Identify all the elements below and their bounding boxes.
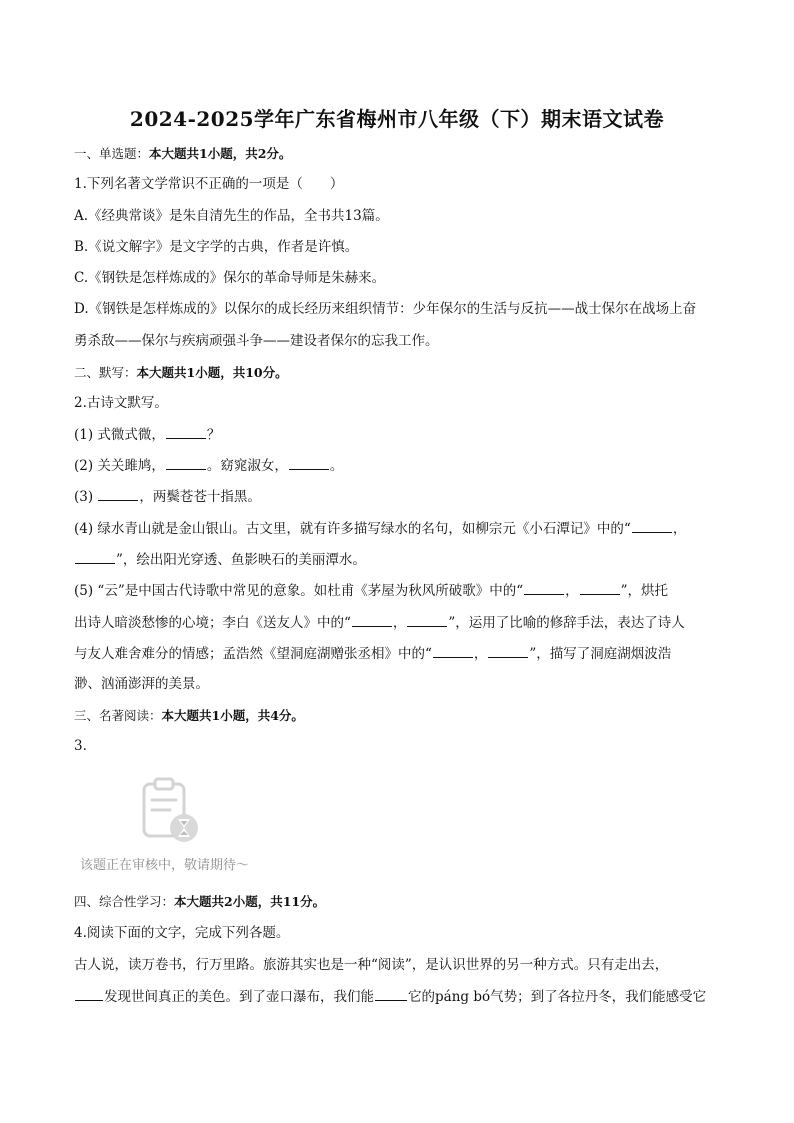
section-heading-comprehensive-learning (74, 892, 724, 912)
section-name: 一、单选题： (74, 146, 150, 161)
text-segment: ，两鬓苍苍十指黑。 (139, 489, 261, 505)
section-name: 四、综合性学习： (74, 894, 175, 909)
answer-blank[interactable] (375, 986, 407, 1001)
text-segment: 。 (329, 458, 344, 474)
text-segment: ”，运用了比喻的修辞手法，表达了诗人 (448, 615, 685, 631)
section-heading-dictation (74, 363, 724, 383)
answer-blank[interactable] (166, 455, 206, 470)
question-2-part-5-line3 (74, 643, 724, 664)
answer-blank[interactable] (75, 986, 103, 1001)
text-segment: ”，绘出阳光穿透、鱼影映石的美丽潭水。 (116, 552, 366, 568)
section-heading-single-choice (74, 144, 724, 164)
question-1-option-a: A.《经典常谈》是朱自清先生的作品，全书共13篇。 (74, 208, 389, 224)
question-2-stem: 2.古诗文默写。 (74, 395, 168, 411)
question-2-part-4-line2 (74, 549, 724, 570)
page-title: 2024-2025学年广东省梅州市八年级（下）期末语文试卷 (129, 107, 665, 131)
answer-blank[interactable] (98, 486, 138, 501)
question-2-part-3 (74, 486, 724, 507)
pending-review-text: 该题正在审核中，敬请期待～ (80, 858, 250, 873)
text-segment: 它的páng bó气势；到了各拉丹冬，我们能感受它 (408, 989, 707, 1005)
text-segment: (4) 绿水青山就是金山银山。古文里，就有许多描写绿水的名句，如柳宗元《小石潭记》中的“ (74, 521, 631, 537)
answer-blank[interactable] (632, 518, 672, 533)
question-1-option-c: C.《钢铁是怎样炼成的》保尔的革命导师是朱赫来。 (74, 270, 386, 286)
question-1-option-b: B.《说文解字》是文字学的古典，作者是许慎。 (74, 239, 359, 255)
section-desc: 本大题共1小题，共4分。 (161, 708, 304, 723)
section-desc: 本大题共2小题，共11分。 (174, 894, 326, 909)
question-2-part-1 (74, 424, 724, 445)
text-segment: ， (672, 521, 687, 537)
section-desc: 本大题共1小题，共2分。 (149, 146, 292, 161)
text-segment: (2) 关关雎鸠， (74, 458, 165, 474)
text-segment: ， (473, 646, 488, 662)
text-segment: 与友人难舍难分的情感；孟浩然《望洞庭湖赠张丞相》中的“ (74, 646, 432, 662)
answer-blank[interactable] (524, 580, 564, 595)
question-4-stem: 4.阅读下面的文字，完成下列各题。 (74, 925, 290, 941)
section-desc: 本大题共1小题，共10分。 (136, 365, 288, 380)
answer-blank[interactable] (352, 612, 392, 627)
answer-blank[interactable] (433, 643, 473, 658)
question-4-passage-line1: 古人说，读万卷书，行万里路。旅游其实也是一种“阅读”，是认识世界的另一种方式。只有走出去， (74, 957, 669, 973)
clipboard-hourglass-icon (134, 774, 206, 846)
answer-blank[interactable] (488, 643, 528, 658)
text-segment: (3) (74, 489, 98, 505)
text-segment: (1) 式微式微， (74, 427, 165, 443)
text-segment: ”，烘托 (620, 583, 669, 599)
question-1-option-d-line1: D.《钢铁是怎样炼成的》以保尔的成长经历来组织情节：少年保尔的生活与反抗——战士保尔在战场上奋 (74, 301, 697, 317)
question-2-part-5-line1 (74, 580, 724, 601)
text-segment: ， (392, 615, 407, 631)
question-2-part-4-line1 (74, 518, 724, 539)
section-name: 二、默写： (74, 365, 137, 380)
section-heading-classic-reading (74, 706, 724, 726)
text-segment: ， (565, 583, 579, 599)
answer-blank[interactable] (75, 549, 115, 564)
text-segment: ？ (206, 427, 221, 443)
text-segment: 。窈窕淑女， (206, 458, 288, 474)
text-segment: 出诗人暗淡愁惨的心境；李白《送友人》中的“ (74, 615, 351, 631)
question-1-stem: 1.下列名著文学常识不正确的一项是（ ） (74, 176, 344, 192)
pending-review-placeholder (74, 770, 334, 880)
question-3-stem: 3. (74, 738, 87, 754)
text-segment: (5) “云”是中国古代诗歌中常见的意象。如杜甫《茅屋为秋风所破歌》中的“ (74, 583, 524, 599)
answer-blank[interactable] (289, 455, 329, 470)
question-2-part-5-line2 (74, 612, 724, 633)
answer-blank[interactable] (407, 612, 447, 627)
section-name: 三、名著阅读： (74, 708, 162, 723)
text-segment: 发现世间真正的美色。到了壶口瀑布，我们能 (104, 989, 374, 1005)
question-2-part-5-line4: 渺、汹涌澎湃的美景。 (74, 676, 209, 692)
answer-blank[interactable] (580, 580, 620, 595)
answer-blank[interactable] (166, 424, 206, 439)
text-segment: ”，描写了洞庭湖烟波浩 (529, 646, 672, 662)
question-2-part-2 (74, 455, 724, 476)
question-1-option-d-line2: 勇杀敌——保尔与疾病顽强斗争——建设者保尔的忘我工作。 (74, 333, 439, 349)
question-4-passage-line2 (74, 986, 724, 1007)
